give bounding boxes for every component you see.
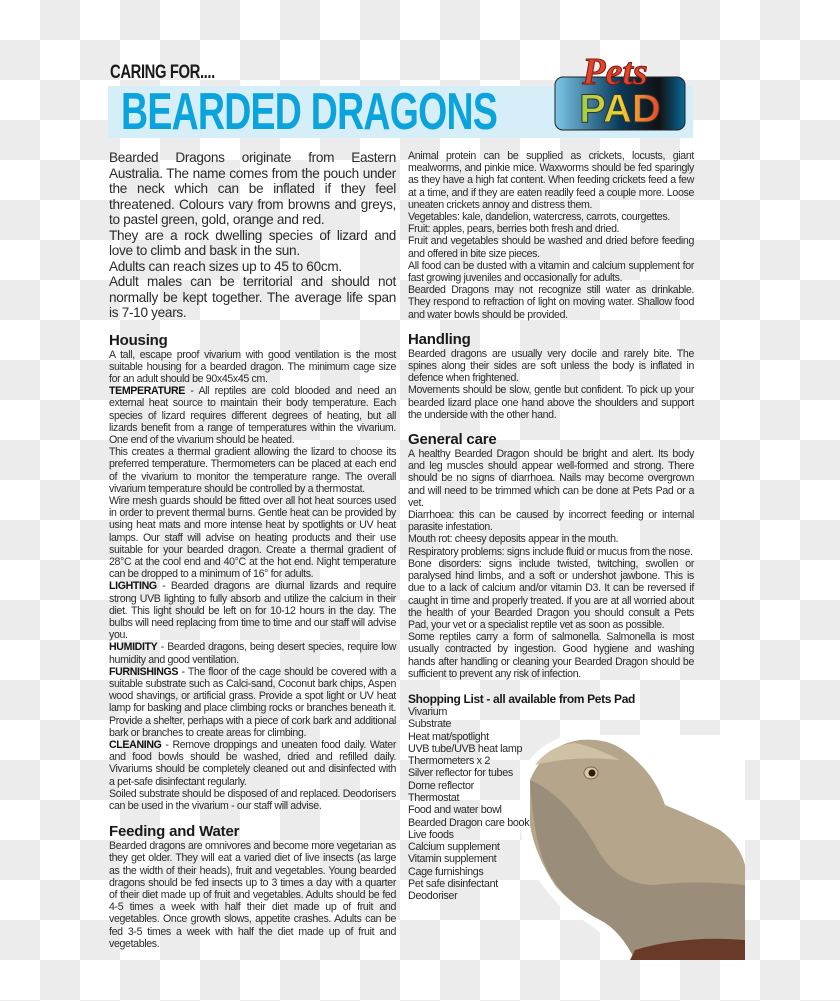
right-column: Animal protein can be supplied as crickets, locusts, giant mealworms, and pinkie mice. Waxworms should be fed sparingly as they have a high fat content. When feeding crickets feed a few at a time, and if they are eaten readily feed a couple more. Loose uneaten crickets annoy and distress them. Vegetables: kale, dandelion, watercress, carrots, courgettes. Fruit: apples, pears, berries both fresh and dried. Fruit and vegetables should be washed and dried before feeding and offered in bite size pieces. All food can be dusted with a vitamin and calcium supplement for fast growing juveniles and occasionally for adults. Bearded Dragons may not recognize still water as drinkable. They respond to refraction of light on moving water. Shallow food and water bowls should be provided. Handling Bearded dragons are usually very docile and rarely bite. The spines along their sides are soft unless the body is inflated in defence when frightened. Movements should be slow, gentle but confident. To pick up your bearded lizard place one hand above the shoulders and support the underside with the other hand. General care A healthy Bearded Dragon should be bright and alert. Its body and leg muscles should appear well-formed and strong. There should be no signs of diarrhoea. Nails may become overgrown and will need to be trimmed which can be done at Pets Pad or a vet. Diarrhoea: this can be caused by incorrect feeding or internal parasite infestation. Mouth rot: cheesy deposits appear in the mouth. Respiratory problems: signs include fluid or mucus from the nose. Bone disorders: signs include twisted, twitching, swollen or paralysed hind limbs, and a soft or undershot jawbone. This is due to a lack of calcium and/or vitamin D3. It can be reversed if caught in time and properly treated. If you are at all worried about the health of your Bearded Dragon you should consult a Pets Pad, your vet or a specialist reptile vet as soon as possible. Some reptiles carry a form of salmonella. Salmonella is most usually contracted by ingestion. Good hygiene and washing hands after handling or cleaning your Bearded Dragon should be sufficient to prevent any risk of infection. Shopping List - all available from Pets Pad Vivarium Substrate Heat mat/spotlight UVB tube/UVB heat lamp Thermometers x 2 Silver reflector for tubes Dome reflector Thermostat Food and water bowl Bearded Dragon care book Live foods Calcium supplement Vitamin supplement Cage furnishings Pet safe disinfectant Deodoriser xyxy=(408,150,694,903)
shopping-list-item: Substrate xyxy=(408,718,452,731)
shopping-list-item: UVB tube/UVB heat lamp xyxy=(408,742,523,755)
kicker: CARING FOR.... xyxy=(110,62,215,83)
shopping-list-item: Thermometers x 2 xyxy=(408,755,490,768)
shopping-list-item: Heat mat/spotlight xyxy=(408,730,489,743)
shopping-list-item: Vivarium xyxy=(408,705,448,718)
shopping-list-item: Live foods xyxy=(408,828,454,841)
shopping-list-item: Deodoriser xyxy=(408,890,458,903)
shopping-list-item: Cage furnishings xyxy=(408,865,484,878)
shopping-list-item: Vitamin supplement xyxy=(408,853,497,866)
shopping-list-item: Thermostat xyxy=(408,792,460,804)
left-column: Bearded Dragons originate from Eastern Australia. The name comes from the pouch under the neck which can be inflated if they feel threatened. Colours vary from browns and greys, to pastel green, gold, orange and red. They are a rock dwelling species of lizard and love to climb and bask in the sun. Adults can reach sizes up to 45 to 60cm. Adult males can be territorial and should not normally be kept together. The average life span is 7-10 years. Housing A tall, escape proof vivarium with good ventilation is the most suitable housing for a bearded dragon. The minimum cage size for an adult should be 90x45x45 cm. TEMPERATURE - All reptiles are cold blooded and need an external heat source to maintain their body temperature. Each species of lizard requires different degrees of heating, but all lizards benefit from a range of temperatures within the vivarium. One end of the vivarium should be heated. This creates a thermal gradient allowing the lizard to choose its preferred temperature. Thermometers can be placed at each end of the vivarium to monitor the temperature range. The overall vivarium temperature should be controlled by a thermostat. Wire mesh guards should be fitted over all hot heat sources used in order to prevent thermal burns. Gentle heat can be provided by using heat mats and more intense heat by spotlights or UV heat lamps. Our staff will advise on heating products and their use suitable for your bearded dragon. Create a thermal gradient of 28°C at the cool end and 40°C at the hot end. Night temperature can be dropped to a minimum of 16° for adults. LIGHTING - Bearded dragons are diurnal lizards and require strong UVB lighting to fully absorb and utilize the calcium in their diet. This light should be left on for 10-12 hours in the day. The bulbs will need replacing from time to time and our staff will advise you. HUMIDITY - Bearded dragons, being desert species, require low humidity and good ventilation. FURNISHINGS - The floor of the cage should be covered with a suitable substrate such as Calci-sand, Coconut bark chips, Aspen wood shavings, or artificial grass. Provide a spot light or UV heat lamp for basking and place climbing rocks or branches beneath it. Provide a shelter, perhaps with a piece of cork bark and additional bark or branches to create areas for climbing. CLEANING - Remove droppings and uneaten food daily. Water and food bowls should be washed, dried and refilled daily. Vivariums should be completely cleaned out and disinfected with a pet-safe disinfectant regularly. Soiled substrate should be disposed of and replaced. Deodorisers can be used in the vivarium - our staff will advise. Feeding and Water Bearded dragons are omnivores and become more vegetarian as they get older. They will eat a varied diet of live insects (as large as the width of their heads), fruit and vegetables. Young bearded dragons should be fed insects up to 3 times a day with a quarter of their diet made up of fruit and vegetables. Adults should be fed 4-5 times a week with half their diet made up of fruit and vegetables. Once growth slows, appetite crashes. Adults can be fed 3-5 times a week with half the diet made up of fruit and vegetables. xyxy=(109,150,396,950)
shopping-list-item: Bearded Dragon care book xyxy=(408,816,530,829)
housing-heading: Housing xyxy=(109,331,168,349)
shopping-list-item: Calcium supplement xyxy=(408,841,500,854)
shopping-list-item: Dome reflector xyxy=(408,779,474,792)
pets-pad-logo xyxy=(553,52,688,132)
svg-text:Pets: Pets xyxy=(582,52,648,93)
shopping-list-item: Food and water bowl xyxy=(408,804,502,817)
shopping-heading: Shopping List - all available from Pets Pad xyxy=(408,691,636,706)
general-care-heading: General care xyxy=(408,431,497,449)
svg-text:PAD: PAD xyxy=(579,87,661,131)
feeding-heading: Feeding and Water xyxy=(109,823,240,841)
shopping-list xyxy=(408,706,694,903)
shopping-list-item: Silver reflector for tubes xyxy=(408,767,513,780)
handling-heading: Handling xyxy=(408,330,471,348)
intro: Bearded Dragons originate from Eastern Australia. The name comes from the pouch under the neck which can be inflated if they feel threatened. Colours vary from browns and greys, to pastel green, gold, orange and red. They are a rock dwelling species of lizard and love to climb and bask in the sun. Adults can reach sizes up to 45 to 60cm. Adult males can be territorial and should not normally be kept together. The average life span is 7-10 years. xyxy=(109,150,396,320)
shopping-list-item: Pet safe disinfectant xyxy=(408,878,498,891)
page-title: BEARDED DRAGONS xyxy=(121,83,498,141)
